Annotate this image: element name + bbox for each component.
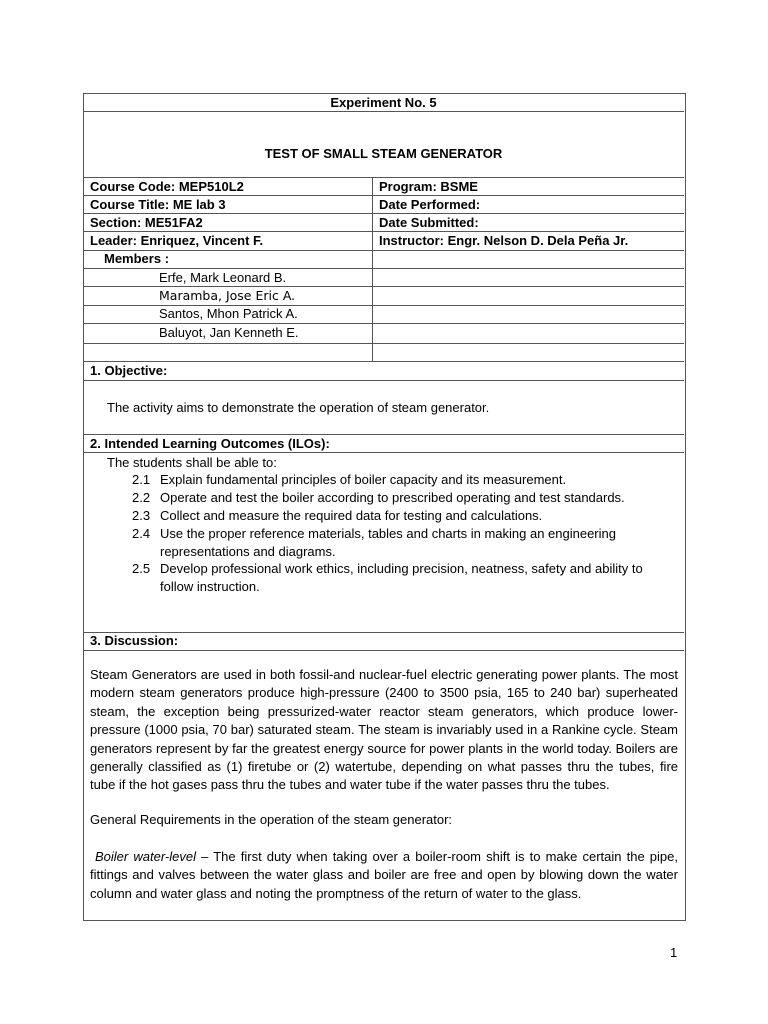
course-title: Course Title: ME lab 3 [90,197,226,212]
member-name: Maramba, Jose Eric A. [159,288,296,303]
date-submitted: Date Submitted: [379,215,479,230]
boiler-water-level-term: Boiler water-level [95,849,196,864]
ilo-number: 2.5 [132,561,151,576]
member-name: Baluyot, Jan Kenneth E. [159,325,299,340]
member-name: Erfe, Mark Leonard B. [159,270,287,285]
divider [83,361,684,362]
experiment-number: Experiment No. 5 [330,95,437,110]
leader: Leader: Enriquez, Vincent F. [90,233,264,248]
divider [83,650,684,651]
document-sheet [83,93,686,920]
ilo-intro: The students shall be able to: [107,455,277,470]
course-code: Course Code: MEP510L2 [90,179,244,194]
members-label: Members : [104,251,170,266]
ilo-text: Collect and measure the required data for testing and calculations. [160,508,543,523]
divider [83,343,684,344]
date-performed: Date Performed: [379,197,481,212]
column-divider [372,177,373,362]
member-name: Santos, Mhon Patrick A. [159,306,298,321]
document-title: TEST OF SMALL STEAM GENERATOR [264,146,503,161]
ilo-number: 2.4 [132,526,151,541]
divider [83,250,684,251]
boiler-water-level-paragraph [90,848,678,903]
ilo-number: 2.3 [132,508,151,523]
objective-heading: 1. Objective: [90,363,168,378]
ilo-text: Explain fundamental principles of boiler capacity and its measurement. [160,472,567,487]
discussion-paragraph: Steam Generators are used in both fossil-and nuclear-fuel electric generating power plants. The most modern steam generators produce high-pressure (2400 to 3500 psia, 165 to 240 bar) superheated steam, the exception being pressurized-water reactor steam generators, which produce lower-pressure (1000 psia, 70 bar) saturated steam. The steam is invariably used in a Rankine cycle. Steam generators represent by far the greatest energy source for power plants in the world today. Boilers are generally classified as (1) firetube or (2) watertube, depending on what passes thru the tubes, fire tube if the hot gases pass thru the tubes and water tube if the water passes thru the tubes. [90,667,678,793]
program: Program: BSME [379,179,478,194]
divider [83,380,684,381]
boiler-water-level-text: – The first duty when taking over a boiler-room shift is to make certain the pipe, fittings and valves between the water glass and boiler are free and open by blowing down the water column and water glass and noting the promptness of the return of water to the glass. [90,849,679,901]
discussion-heading: 3. Discussion: [90,633,179,648]
ilo-number: 2.2 [132,490,151,505]
instructor: Instructor: Engr. Nelson D. Dela Peña Jr. [379,233,629,248]
ilo-text: Use the proper reference materials, tables and charts in making an engineering representations and diagrams. [160,526,616,559]
ilo-text: Develop professional work ethics, including precision, neatness, safety and ability to follow instruction. [160,561,643,594]
section: Section: ME51FA2 [90,215,203,230]
ilo-heading: 2. Intended Learning Outcomes (ILOs): [90,436,330,451]
objective-text: The activity aims to demonstrate the operation of steam generator. [107,400,490,415]
divider [83,452,684,453]
discussion-paragraph: General Requirements in the operation of the steam generator: [90,812,453,827]
divider [83,111,684,112]
ilo-number: 2.1 [132,472,151,487]
page-number: 1 [670,945,678,960]
ilo-text: Operate and test the boiler according to prescribed operating and test standards. [160,490,625,505]
